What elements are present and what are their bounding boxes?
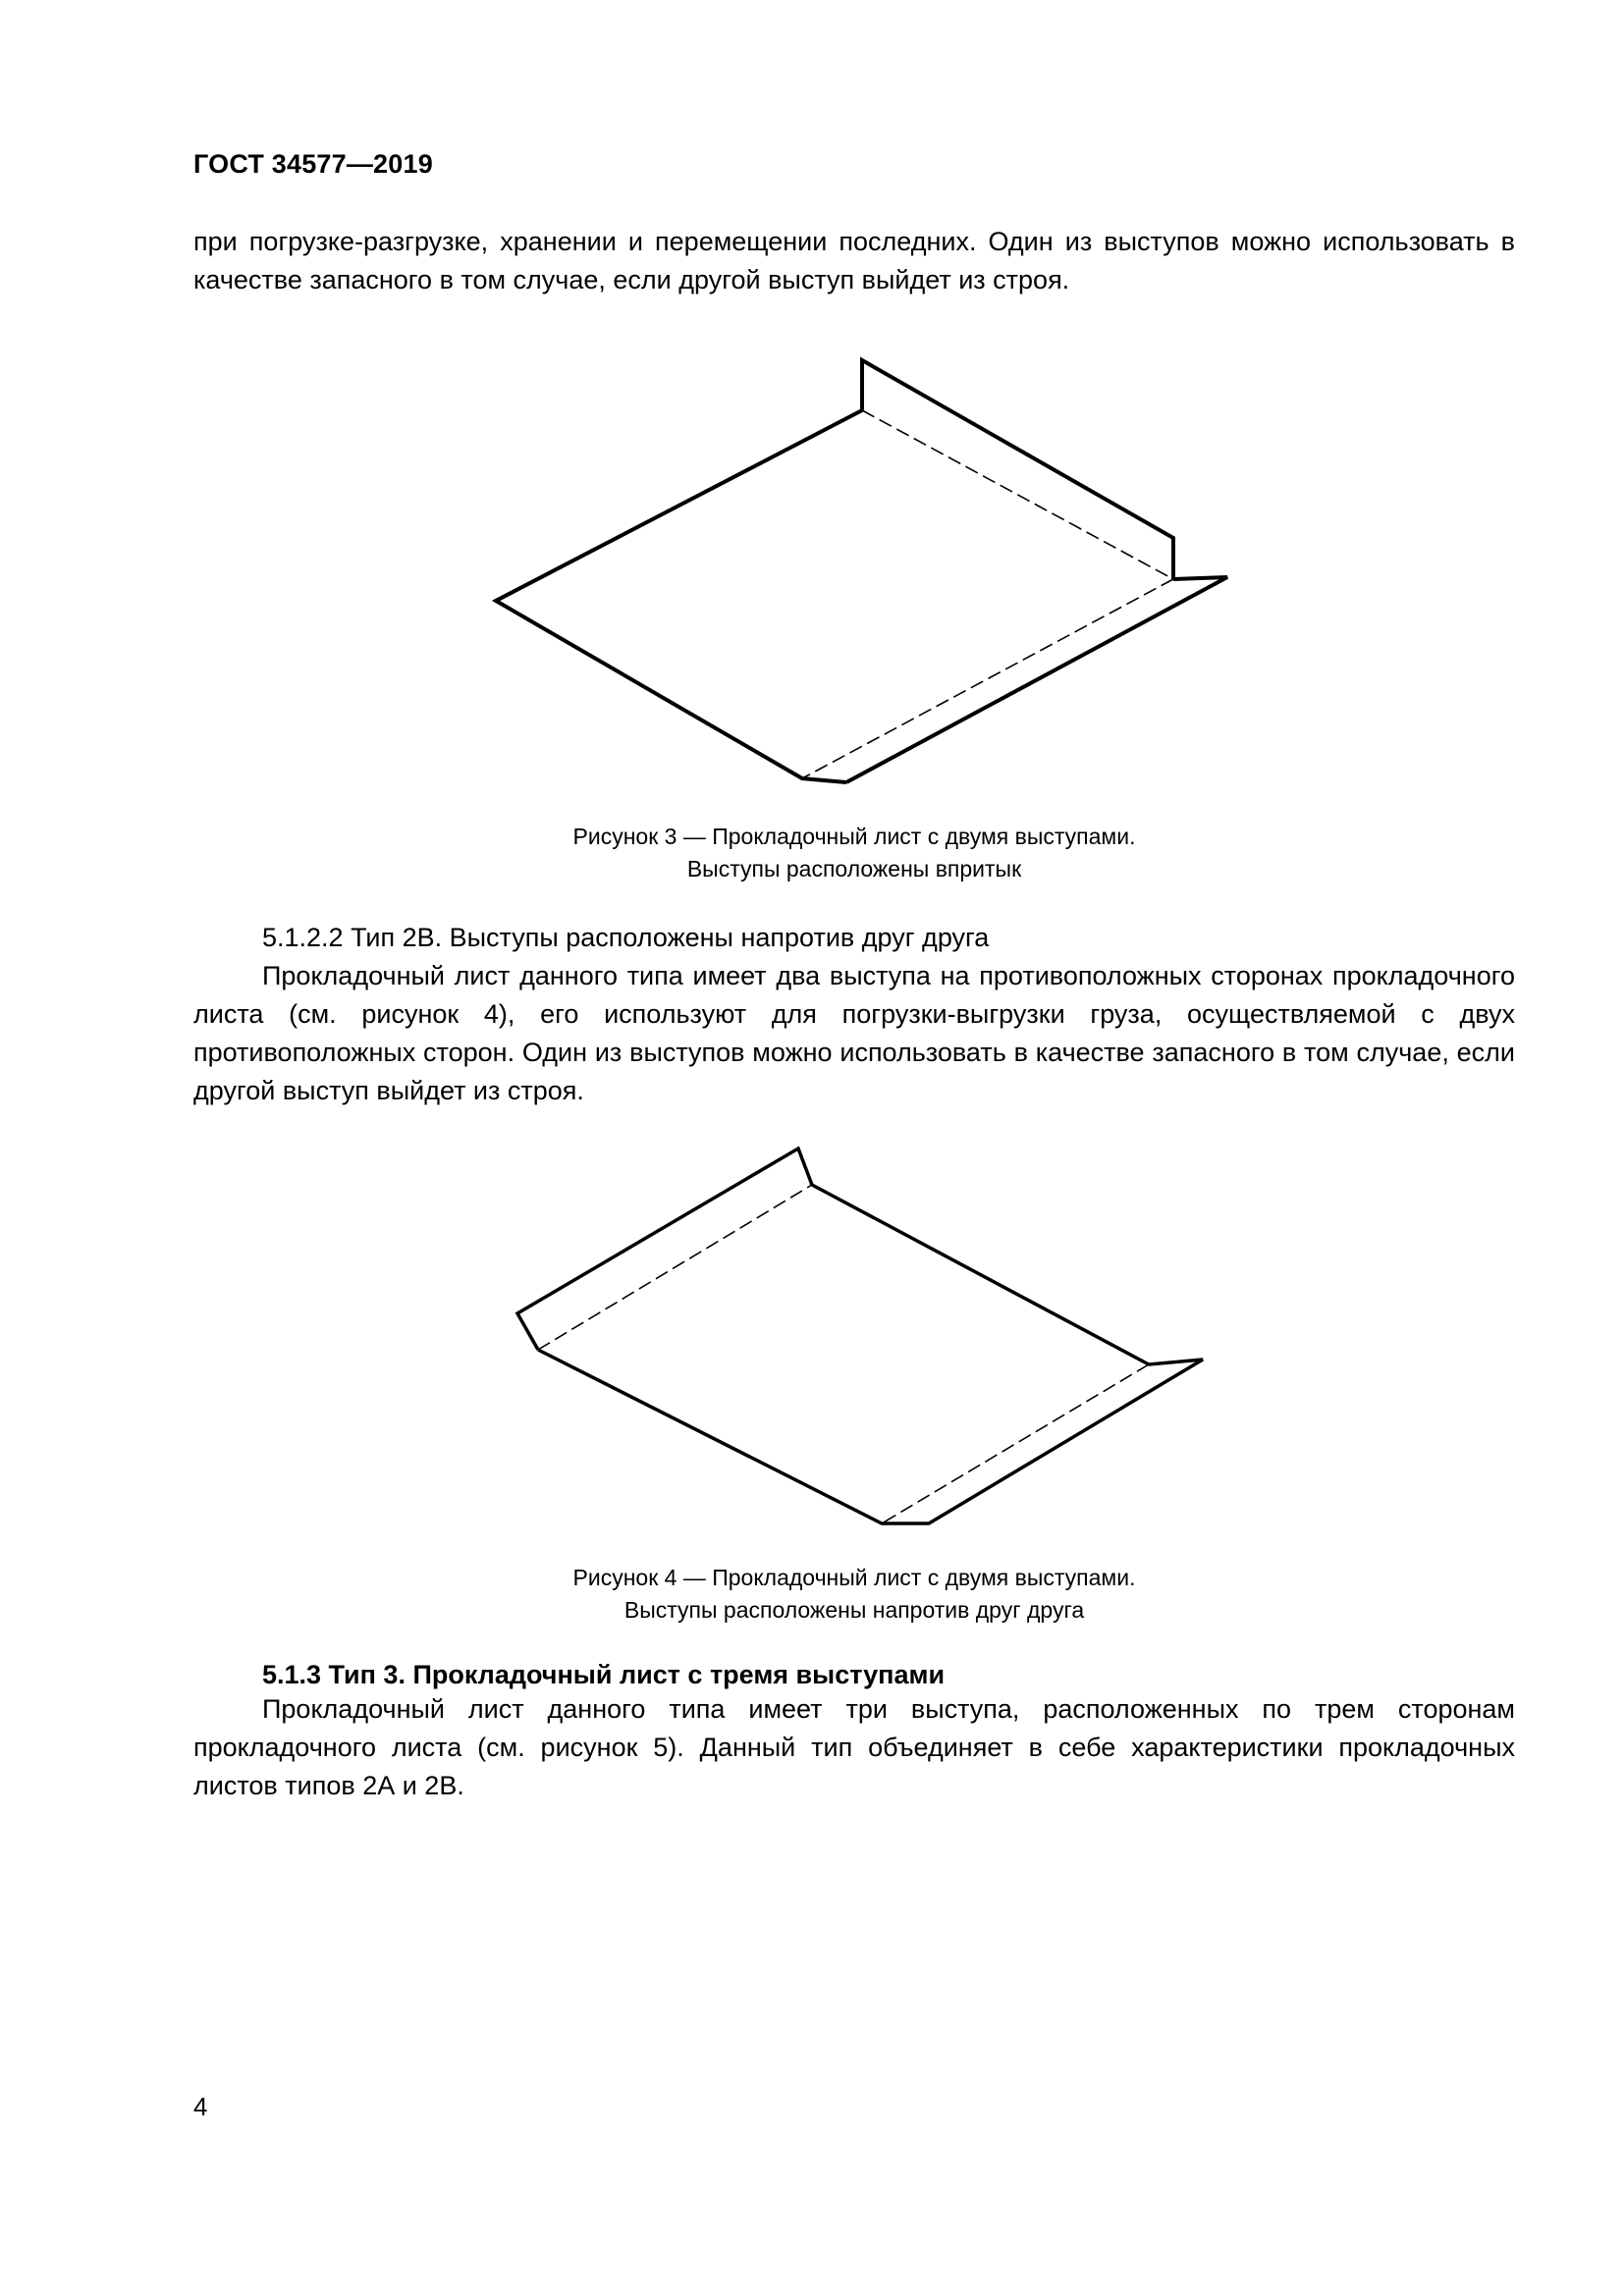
- figure-3-fold-line-bottom: [802, 579, 1173, 778]
- figure-4-fold-line-top: [538, 1185, 812, 1350]
- figure-3-caption-line-1: Рисунок 3 — Прокладочный лист с двумя выступами.: [572, 824, 1136, 849]
- figure-3-caption: [0, 821, 1624, 885]
- section-5-1-2-2-body: Прокладочный лист данного типа имеет два выступа на противоположных сторонах прокладочного листа (см. рисунок 4), его используют для погрузки-выгрузки груза, осуществляемой с двух противоположных сторон. Один из выступов можно использовать в качестве запасного в том случае, если другой выступ выйдет из строя.: [193, 961, 1515, 1105]
- figure-3-flap-vertical: [862, 360, 1173, 579]
- section-5-1-3-body: Прокладочный лист данного типа имеет три выступа, расположенных по трем сторонам прокладочного листа (см. рисунок 5). Данный тип объединяет в себе характеристики прокладочных листов типов 2А и 2В.: [193, 1694, 1515, 1800]
- figure-3-fold-line-top: [862, 410, 1173, 579]
- intro-paragraph: при погрузке-разгрузке, хранении и перемещении последних. Один из выступов можно использовать в качестве запасного в том случае, если другой выступ выйдет из строя.: [193, 227, 1515, 294]
- figure-3-flap-bottom: [846, 577, 1227, 782]
- figure-3-drawing: [471, 344, 1237, 795]
- document-header: ГОСТ 34577—2019: [193, 149, 433, 179]
- section-5-1-3-title: 5.1.3 Тип 3. Прокладочный лист с тремя выступами: [262, 1660, 946, 1689]
- figure-4-caption: [0, 1562, 1624, 1627]
- figure-4-flap-top: [517, 1148, 812, 1350]
- figure-3-caption-line-2: Выступы расположены впритык: [686, 856, 1022, 881]
- figure-4-caption-line-1: Рисунок 4 — Прокладочный лист с двумя выступами.: [572, 1565, 1136, 1590]
- figure-4-caption-line-2: Выступы расположены напротив друг друга: [623, 1597, 1085, 1623]
- figure-4-sheet-outline: [538, 1185, 1203, 1523]
- section-5-1-2-2-title: 5.1.2.2 Тип 2В. Выступы расположены напротив друг друга: [262, 923, 990, 952]
- figure-3-sheet-outline: [496, 410, 862, 782]
- figure-4-drawing: [491, 1129, 1237, 1541]
- figure-4-fold-line-bottom: [882, 1364, 1149, 1523]
- page-number: 4: [193, 2092, 208, 2121]
